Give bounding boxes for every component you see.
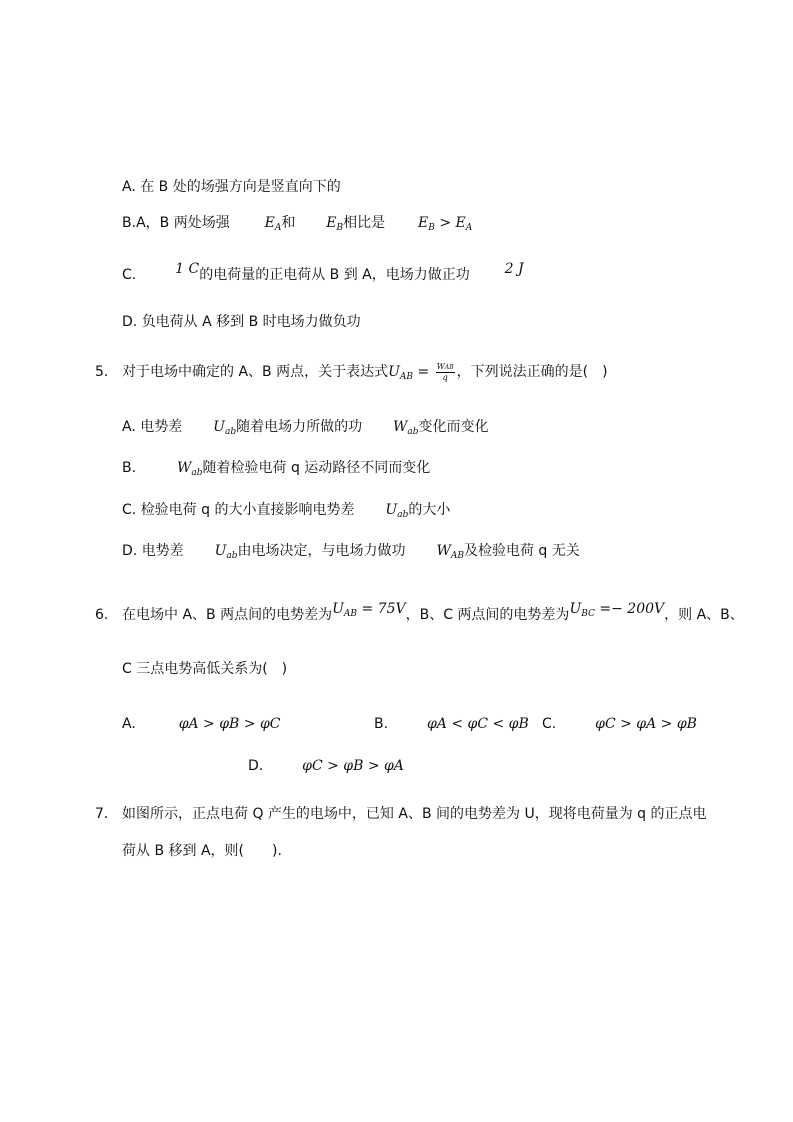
q4-option-d — [122, 312, 361, 332]
q4-option-b — [122, 213, 472, 238]
option-text: 在 B 处的场强方向是竖直向下的 — [140, 179, 341, 195]
math-work: 2 J — [504, 261, 524, 277]
math-uab: $U_{AB}$ = — [388, 364, 434, 382]
option-text: 电势差 — [140, 419, 183, 435]
option-label: D. — [248, 758, 264, 774]
option-text: A，B 两处场强 — [136, 215, 230, 231]
option-text-2: 和 — [281, 215, 296, 231]
option-label: C. — [122, 267, 137, 283]
option-label: B. — [122, 460, 137, 476]
option-label: A. — [122, 716, 136, 732]
q6-stem-line1 — [95, 601, 744, 630]
math-wab: $W_{AB}$ — [436, 543, 464, 561]
math-uab: $U_{AB} = 75V$ — [332, 601, 406, 619]
math-ea: $E_A$ — [264, 215, 282, 233]
q6-option-b — [374, 714, 529, 734]
math-eb: $E_B$ — [326, 215, 344, 233]
option-text: 检验电荷 q 的大小直接影响电势差 — [140, 502, 355, 518]
option-text-2: 的大小 — [408, 502, 451, 518]
question-number: 5. — [95, 364, 109, 380]
question-text: 对于电场中确定的 A、B 两点，关于表达式 — [122, 364, 389, 380]
q4-option-c — [122, 261, 524, 285]
option-label: C. — [122, 502, 137, 518]
option-text: 的电荷量的正电荷从 B 到 A，电场力做正功 — [199, 267, 470, 283]
option-label: B. — [374, 716, 389, 732]
q6-stem-line2: C 三点电势高低关系为( ) — [122, 661, 288, 677]
option-text-2: 由电场决定，与电场力做功 — [237, 543, 406, 559]
question-text-2: ，B、C 两点间的电势差为 — [405, 607, 570, 623]
q7-stem-line1 — [95, 804, 706, 824]
q7-stem-line2: 荷从 B 移到 A，则( ). — [122, 843, 282, 859]
math-uab: $U_{ab}$ — [213, 419, 237, 437]
option-text: 负电荷从 A 移到 B 时电场力做负功 — [141, 314, 361, 330]
option-label: C. — [542, 716, 557, 732]
question-text-2: ，下列说法正确的是( ) — [456, 364, 608, 380]
option-text: 电势差 — [141, 543, 184, 559]
math-wab: $W_{ab}$ — [176, 460, 203, 478]
question-text: 在电场中 A、B 两点间的电势差为 — [122, 607, 333, 623]
option-label: A. — [122, 419, 136, 435]
q5-option-b — [122, 458, 430, 483]
q5-option-d — [122, 541, 580, 566]
option-label: A. — [122, 179, 136, 195]
option-text-3: 变化而变化 — [418, 419, 489, 435]
question-text: 如图所示，正点电荷 Q 产生的电场中，已知 A、B 间的电势差为 U，现将电荷量为 q 的正点电 — [122, 806, 707, 822]
math-wab: $W_{ab}$ — [393, 419, 419, 437]
q6-option-c — [542, 714, 697, 734]
math-comparison: $E_B > E_A$ — [418, 215, 473, 233]
question-number: 6. — [95, 607, 109, 623]
option-text: 随着检验电荷 q 运动路径不同而变化 — [202, 460, 431, 476]
math-expr: φC > φB > φA — [302, 758, 404, 774]
option-text-2: 随着电场力所做的功 — [236, 419, 363, 435]
q6-option-a — [122, 714, 280, 734]
option-text-3: 相比是 — [343, 215, 386, 231]
question-text-3: ，则 A、B、 — [664, 607, 744, 623]
q6-option-d — [248, 756, 404, 776]
math-fraction: $\frac{\text{WAB}}{q}$ — [436, 362, 454, 382]
math-charge: 1 C — [175, 261, 200, 277]
math-ubc: $U_{BC} =- 200V$ — [569, 601, 665, 619]
math-uab: $U_{ab}$ — [214, 543, 238, 561]
option-label: D. — [122, 314, 138, 330]
q5-stem — [95, 362, 608, 387]
math-expr: φC > φA > φB — [595, 716, 697, 732]
option-label: B. — [122, 215, 137, 231]
q4-option-a — [122, 177, 341, 197]
math-expr: φA > φB > φC — [178, 716, 281, 732]
option-label: D. — [122, 543, 138, 559]
math-uab: $U_{ab}$ — [385, 502, 409, 520]
math-expr: φA < φC < φB — [426, 716, 529, 732]
question-number: 7. — [95, 806, 109, 822]
q5-option-a — [122, 417, 489, 442]
q5-option-c — [122, 500, 450, 525]
option-text-3: 及检验电荷 q 无关 — [463, 543, 580, 559]
